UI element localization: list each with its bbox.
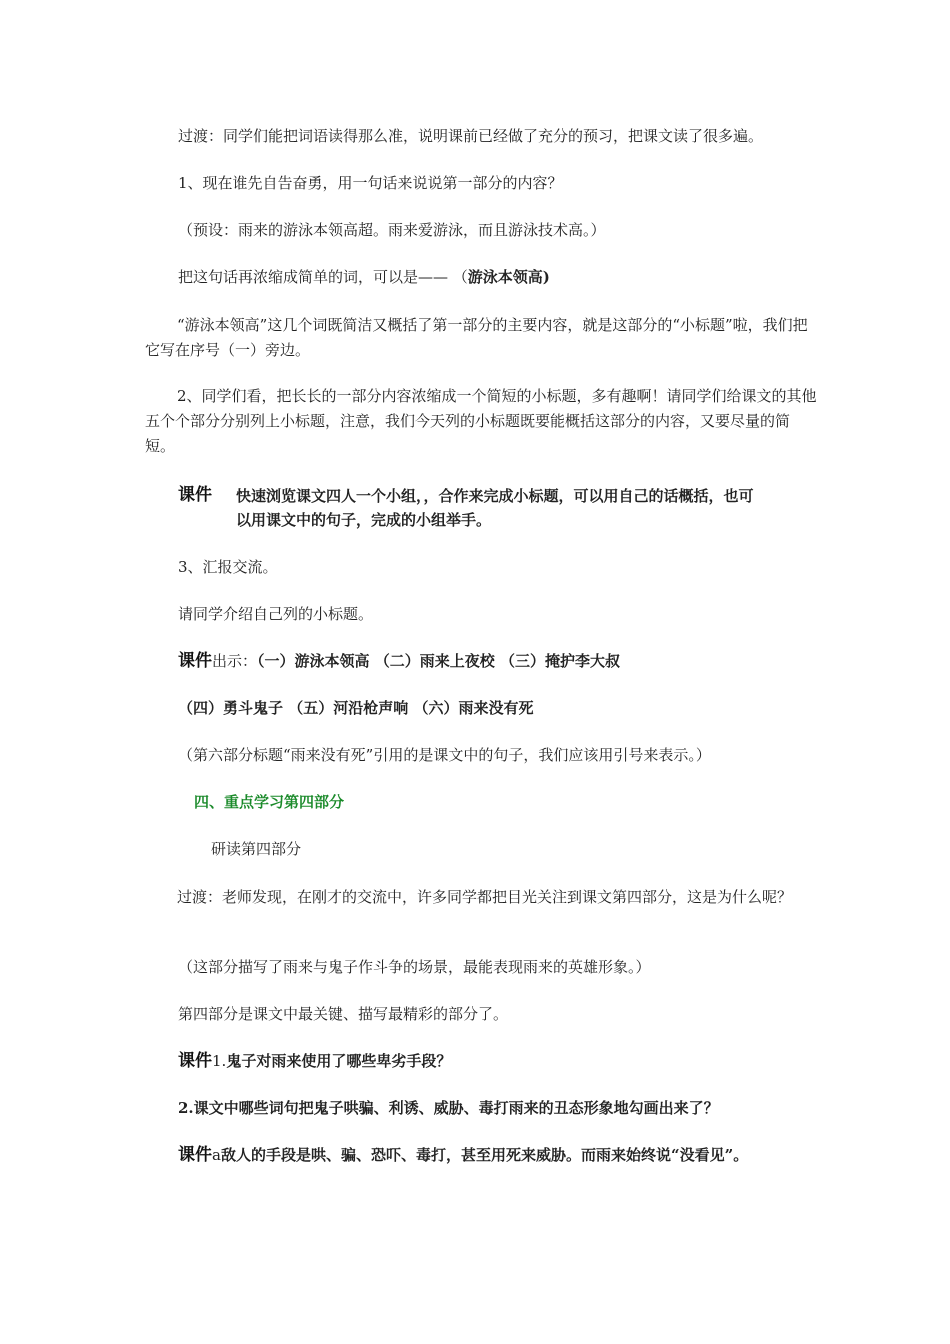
section-heading-4: 四、重点学习第四部分 [194, 793, 345, 811]
study-part-4: 研读第四部分 [211, 840, 302, 858]
question-1: 1、现在谁先自告奋勇，用一句话来说说第一部分的内容？ [178, 174, 563, 192]
condense-answer: 游泳本领高 [467, 268, 543, 286]
paragraph-transition-1: 过渡：同学们能把词语读得那么准，说明课前已经做了充分的预习，把课文读了很多遍。 [178, 127, 764, 145]
courseware-subtitles-row-1 [178, 650, 620, 672]
question-text: 课文中哪些词句把鬼子哄骗、利诱、威胁、毒打雨来的丑态形象地勾画出来了？ [193, 1099, 719, 1117]
part-4-reason: （这部分描写了雨来与鬼子作斗争的场景，最能表现雨来的英雄形象。） [178, 958, 651, 976]
courseware-question-2 [178, 1097, 719, 1119]
subtitles-1-3: （一）游泳本领高 （二）雨来上夜校 （三）掩护李大叔 [257, 652, 620, 670]
question-2-text: 2、同学们看，把长长的一部分内容浓缩成一个简短的小标题，多有趣啊！请同学们给课文的其他五个个部分分别列上小标题，注意，我们今天列的小标题既要能概括这部分的内容，又要尽量的简短。 [145, 387, 817, 455]
question-text: 鬼子对雨来使用了哪些卑劣手段？ [226, 1052, 452, 1070]
part-4-summary: 第四部分是课文中最关键、描写最精彩的部分了。 [178, 1005, 509, 1023]
condense-prompt [178, 266, 550, 288]
answer-text: 敌人的手段是哄、骗、恐吓、毒打，甚至用死来威胁。而雨来始终说“没看见”。 [220, 1146, 749, 1164]
paragraph-subtitle-explain [145, 313, 817, 363]
paragraph-transition-2 [145, 885, 817, 910]
courseware-label: 课件 [178, 485, 212, 505]
question-number: 2. [178, 1099, 194, 1117]
question-2 [145, 384, 817, 459]
preset-answer-1: （预设：雨来的游泳本领高超。雨来爱游泳，而且游泳技术高。） [178, 221, 606, 239]
introduce-subtitles: 请同学介绍自己列的小标题。 [178, 605, 374, 623]
paragraph-transition-2-text: 过渡：老师发现，在刚才的交流中，许多同学都把目光关注到课文第四部分，这是为什么呢？ [177, 888, 793, 906]
courseware-answer [178, 1144, 748, 1166]
paragraph-subtitle-explain-text: “游泳本领高”这几个词既简洁又概括了第一部分的主要内容，就是这部分的“小标题”啦，我们把它写在序号（一）旁边。 [145, 316, 808, 359]
courseware-question-1 [178, 1050, 451, 1072]
step-3: 3、汇报交流。 [178, 558, 278, 576]
show-label: 出示： [212, 652, 258, 670]
courseware-label: 课件 [178, 651, 212, 671]
courseware-task-line-2: 以用课文中的句子，完成的小组举手。 [236, 511, 492, 529]
courseware-label: 课件 [178, 1051, 212, 1071]
courseware-task-line-1: 快速浏览课文四人一个小组，，合作来完成小标题，可以用自己的话概括，也可 [236, 487, 754, 505]
condense-prompt-text: 把这句话再浓缩成简单的词，可以是—— （ [178, 268, 468, 286]
question-number: 1. [212, 1052, 227, 1070]
answer-marker: a [212, 1146, 221, 1164]
subtitles-4-6: （四）勇斗鬼子 （五）河沿枪声响 （六）雨来没有死 [178, 699, 534, 717]
courseware-label: 课件 [178, 1145, 212, 1165]
quote-note: （第六部分标题“雨来没有死”引用的是课文中的句子，我们应该用引号来表示。） [178, 746, 711, 764]
condense-close-paren: ) [542, 268, 550, 286]
